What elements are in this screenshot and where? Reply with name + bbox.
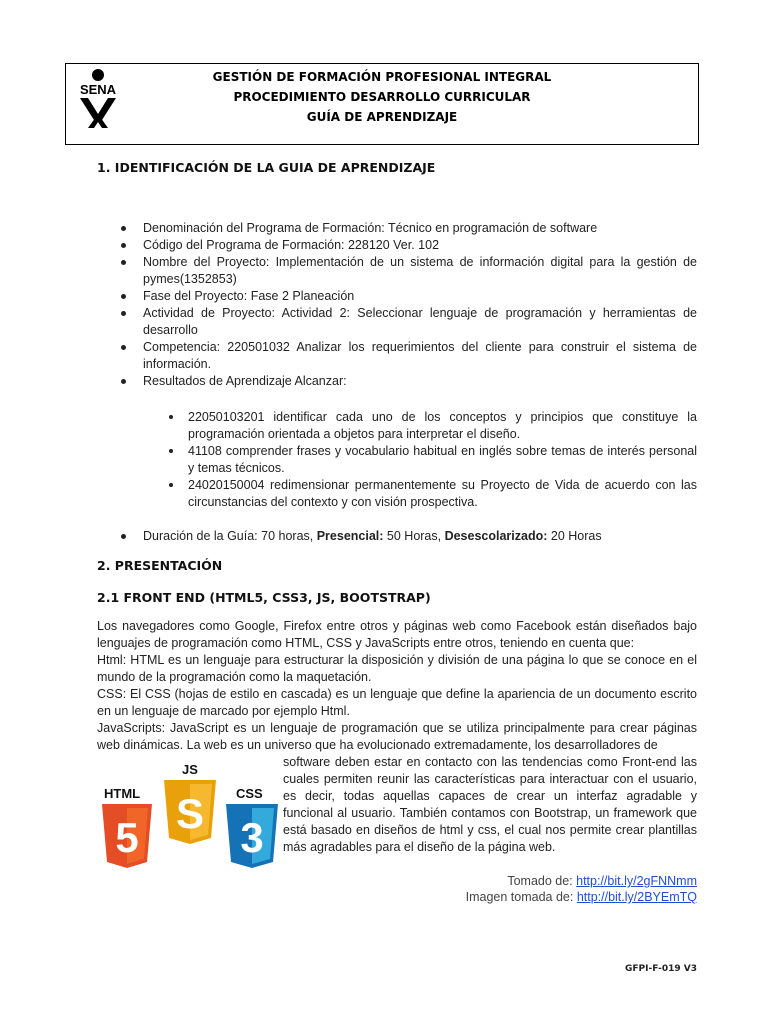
section-2-1-title: 2.1 FRONT END (HTML5, CSS3, JS, BOOTSTRAP)	[97, 590, 431, 605]
credit-image	[466, 889, 697, 905]
paragraph-intro: Los navegadores como Google, Firefox entre otros y páginas web como Facebook están diseñados bajo lenguajes de programación como HTML, CSS y JavaScripts entre otros, teniendo en cuenta que:	[97, 619, 697, 650]
desescolarizado-label: Desescolarizado:	[444, 529, 548, 543]
paragraph-css: CSS: El CSS (hojas de estilo en cascada) es un lenguaje que define la apariencia de un documento escrito en un lenguaje de marcado por ejemplo Html.	[97, 687, 697, 718]
section-2-title: 2. PRESENTACIÓN	[97, 558, 223, 573]
list-item: Fase del Proyecto: Fase 2 Planeación	[97, 288, 697, 305]
duration-item	[97, 528, 697, 545]
desescolarizado-value: 20 Horas	[547, 529, 602, 543]
header-title-line1: GESTIÓN DE FORMACIÓN PROFESIONAL INTEGRAL	[212, 70, 552, 84]
list-item: Resultados de Aprendizaje Alcanzar:	[97, 373, 697, 390]
credit-source-link[interactable]: http://bit.ly/2gFNNmm	[576, 874, 697, 888]
identification-list	[97, 220, 697, 390]
paragraph-javascript: JavaScripts: JavaScript es un lenguaje de programación que se utiliza principalmente para crear páginas web dinámicas. La web es un universo que ha evolucionado extremadamente, los desarrolladores de	[97, 721, 697, 752]
html-logo-label: HTML	[104, 786, 141, 801]
document-header	[65, 63, 699, 145]
document-code: GFPI-F-019 V3	[625, 964, 697, 974]
paragraph-html: Html: HTML es un lenguaje para estructurar la disposición y división de una página lo que se conoce en el mundo de la programación como la maquetación.	[97, 653, 697, 684]
list-item: Competencia: 220501032 Analizar los requerimientos del cliente para construir el sistema de información.	[97, 339, 697, 373]
credit-label: Tomado de:	[507, 874, 577, 888]
list-item: Actividad de Proyecto: Actividad 2: Seleccionar lenguaje de programación y herramientas de desarrollo	[97, 305, 697, 339]
sena-logo-text: SENA	[79, 82, 117, 97]
list-item: Código del Programa de Formación: 228120 Ver. 102	[97, 237, 697, 254]
header-title-line3: GUÍA DE APRENDIZAJE	[306, 110, 458, 124]
learning-results-list	[162, 409, 697, 511]
css-logo-number: 3	[240, 814, 264, 861]
list-item: 41108 comprender frases y vocabulario habitual en inglés sobre temas de interés personal y temas técnicos.	[162, 443, 697, 477]
duration-prefix: Duración de la Guía: 70 horas,	[143, 529, 317, 543]
paragraph-frontend: software deben estar en contacto con las tendencias como Front-end las cuales permiten reunir las características para interactuar con el usuario, es decir, todas aquellas capaces de crear un interfaz agradable y funcional al usuario. También contamos con Bootstrap, un framework que está basado en diseños de html y css, el cual nos permite crear plantillas más agradables para el diseño de la página web.	[283, 755, 697, 854]
presencial-label: Presencial:	[316, 529, 384, 543]
header-title-line2: PROCEDIMIENTO DESARROLLO CURRICULAR	[233, 90, 531, 104]
list-item: Denominación del Programa de Formación: Técnico en programación de software	[97, 220, 697, 237]
credit-source-text	[507, 873, 697, 889]
js-logo	[164, 762, 216, 844]
list-item: 22050103201 identificar cada uno de los conceptos y principios que constituye la programación orientada a objetos para interpretar el diseño.	[162, 409, 697, 443]
list-item: 24020150004 redimensionar permanentemente su Proyecto de Vida de acuerdo con las circunstancias del contexto y con visión prospectiva.	[162, 477, 697, 511]
css3-logo	[226, 786, 278, 868]
css-logo-label: CSS	[236, 786, 263, 801]
web-technologies-logos	[100, 758, 280, 873]
list-item: Nombre del Proyecto: Implementación de un sistema de información digital para la gestión de pymes(1352853)	[97, 254, 697, 288]
section-1-title: 1. IDENTIFICACIÓN DE LA GUIA DE APRENDIZAJE	[97, 160, 436, 175]
js-logo-label: JS	[182, 762, 198, 777]
html5-logo	[102, 786, 152, 868]
presencial-value: 50 Horas,	[383, 529, 445, 543]
credit-image-link[interactable]: http://bit.ly/2BYEmTQ	[576, 890, 697, 904]
js-logo-number: S	[175, 790, 205, 837]
html-logo-number: 5	[115, 814, 139, 861]
credit-image-label: Imagen tomada de:	[465, 890, 577, 904]
